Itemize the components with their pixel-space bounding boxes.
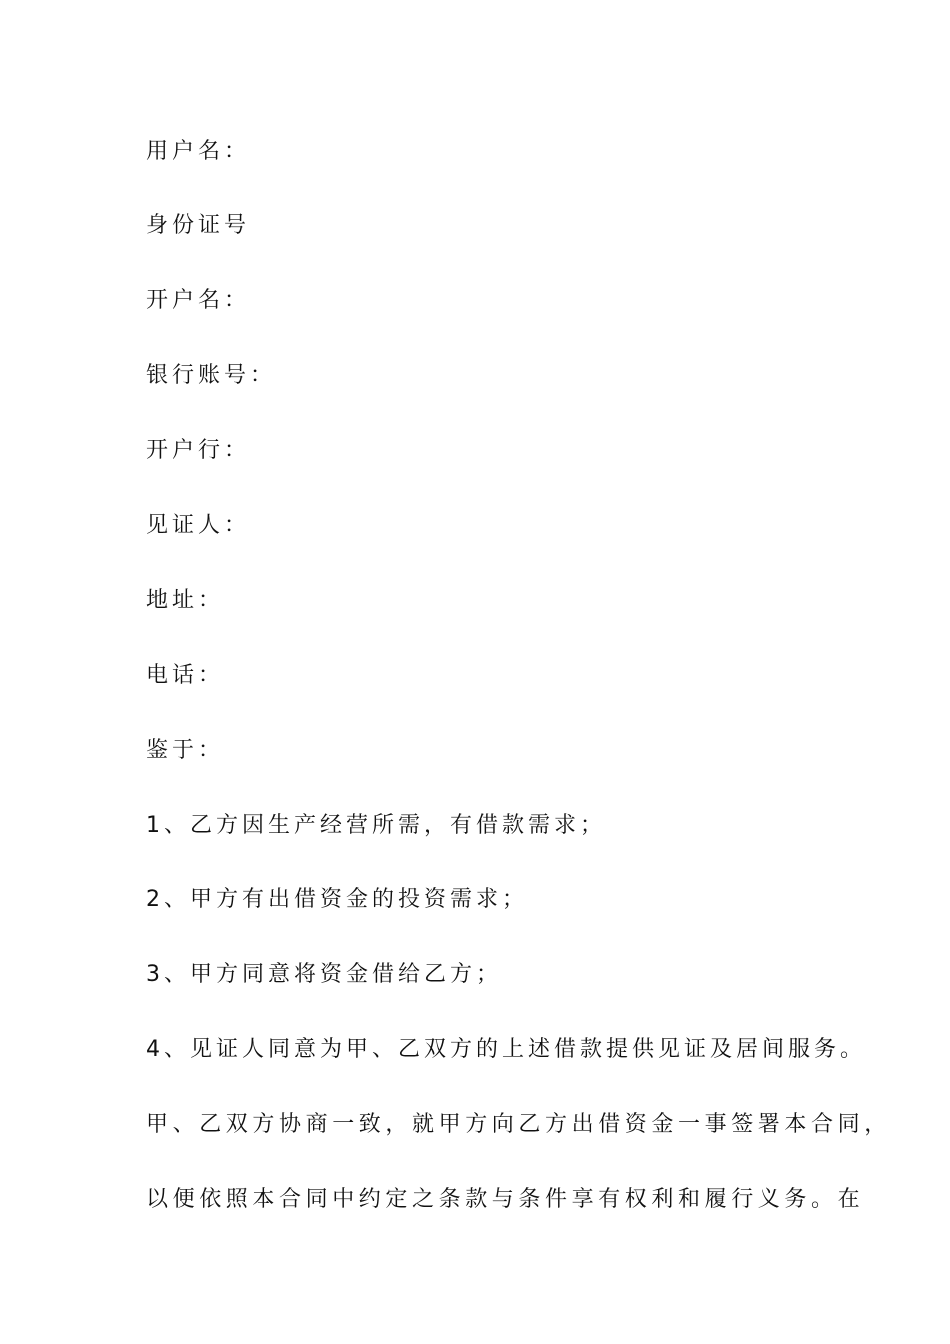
- whereas-item-3: 3、甲方同意将资金借给乙方；: [146, 962, 502, 987]
- field-bank-branch: 开户行：: [146, 438, 251, 463]
- field-witness: 见证人：: [146, 513, 251, 538]
- agreement-paragraph-line-2: 以便依照本合同中约定之条款与条件享有权利和履行义务。在: [146, 1187, 865, 1212]
- whereas-item-2: 2、甲方有出借资金的投资需求；: [146, 887, 528, 912]
- field-bank-account: 银行账号：: [146, 363, 277, 388]
- field-username: 用户名：: [146, 139, 251, 164]
- field-account-name: 开户名：: [146, 288, 251, 313]
- agreement-paragraph-line-1: 甲、乙双方协商一致，就甲方向乙方出借资金一事签署本合同，: [146, 1112, 891, 1137]
- field-id-number: 身份证号: [146, 213, 251, 238]
- whereas-heading: 鉴于：: [146, 738, 225, 763]
- whereas-item-1: 1、乙方因生产经营所需，有借款需求；: [146, 813, 606, 838]
- field-address: 地址：: [146, 588, 225, 613]
- field-phone: 电话：: [146, 663, 225, 688]
- whereas-item-4: 4、见证人同意为甲、乙双方的上述借款提供见证及居间服务。: [146, 1037, 866, 1062]
